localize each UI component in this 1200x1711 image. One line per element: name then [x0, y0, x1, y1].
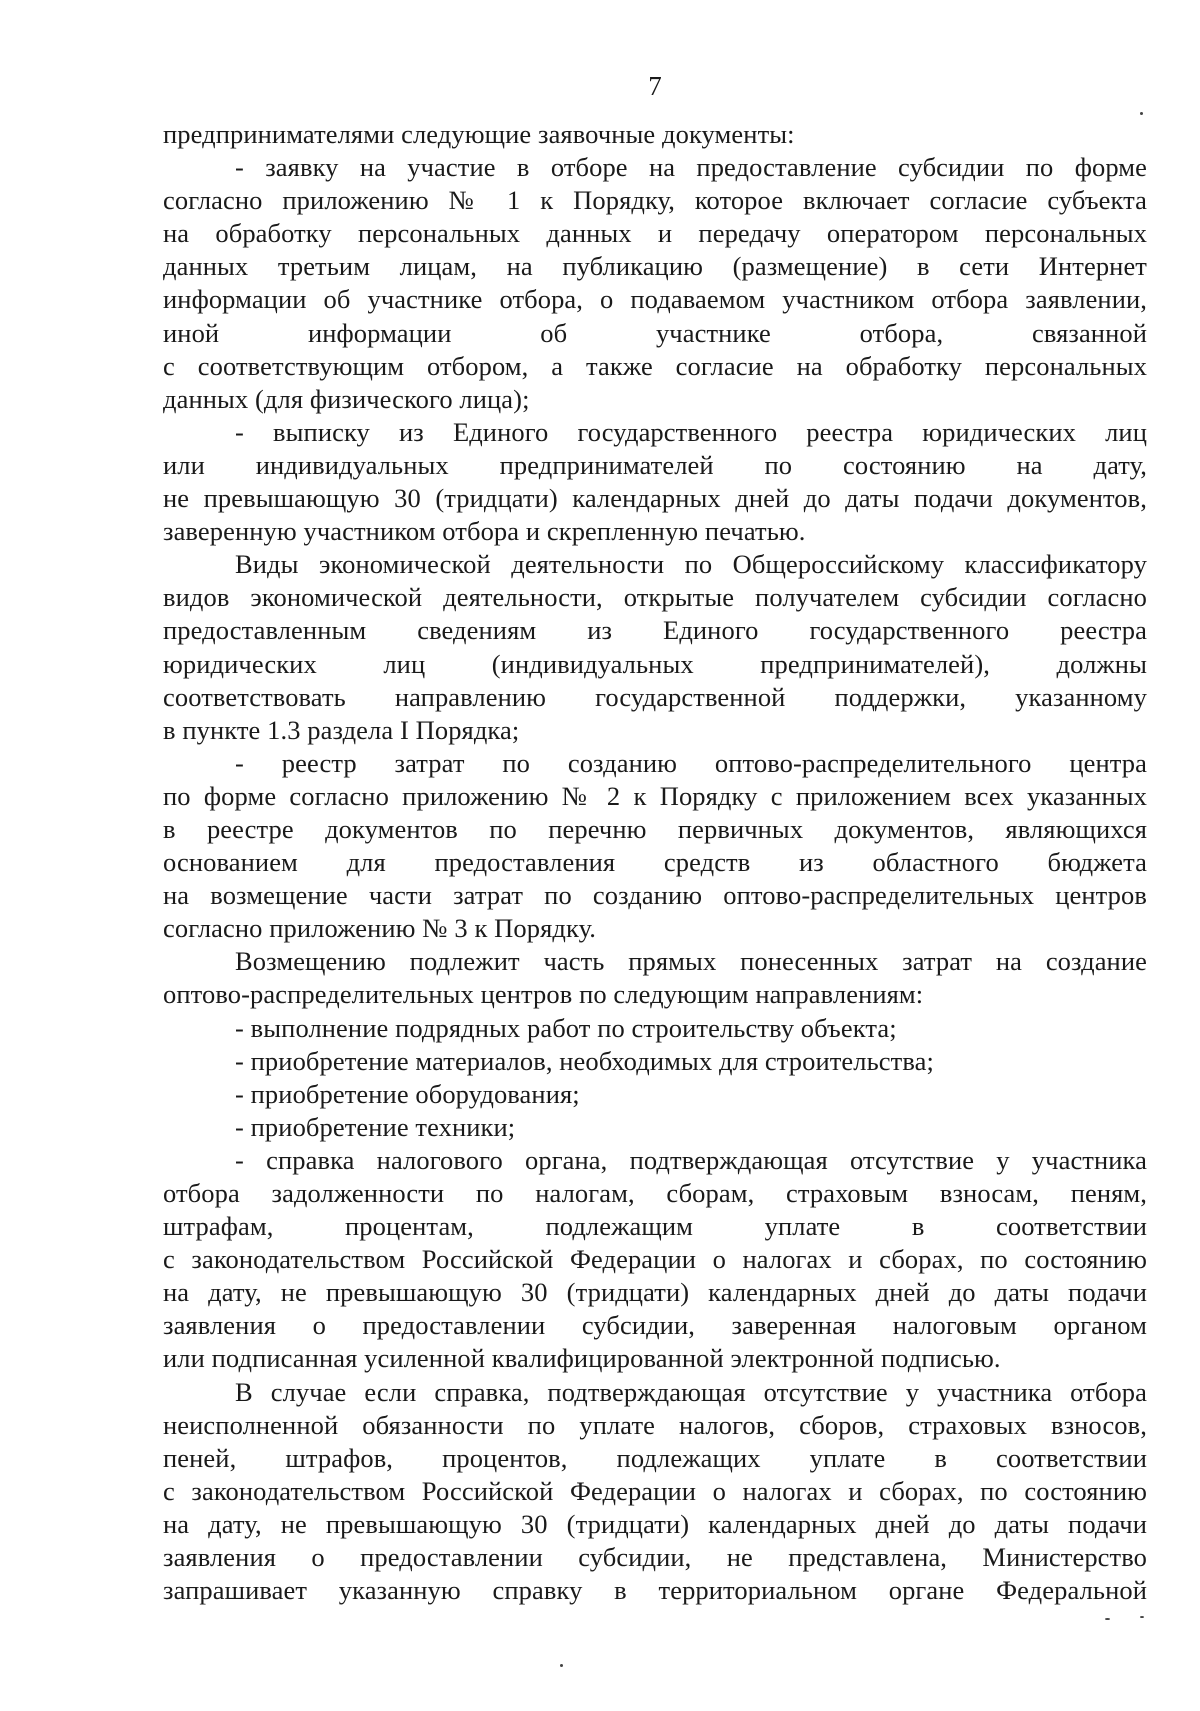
text-line: - приобретение оборудования;	[235, 1078, 580, 1109]
text-line: заявления о предоставлении субсидии, не представлена, Министерство	[163, 1542, 1147, 1573]
text-line: - приобретение техники;	[235, 1111, 516, 1142]
text-line: видов экономической деятельности, открытые получателем субсидии согласно	[163, 582, 1147, 613]
text-line: основанием для предоставления средств из областного бюджета	[163, 847, 1147, 878]
text-line: на обработку персональных данных и передачу оператором персональных	[163, 218, 1147, 249]
text-line: иной информации об участнике отбора, связанной	[163, 317, 1147, 348]
text-line: согласно приложению № 3 к Порядку.	[163, 913, 596, 944]
page-number: 7	[648, 71, 662, 101]
text-line: пеней, штрафов, процентов, подлежащих уплате в соответствии	[163, 1442, 1147, 1473]
text-line: по форме согласно приложению № 2 к Порядку с приложением всех указанных	[163, 780, 1147, 811]
text-line: с соответствующим отбором, а также согласие на обработку персональных	[163, 350, 1147, 381]
text-line: с законодательством Российской Федерации о налогах и сборах, по состоянию	[163, 1244, 1147, 1275]
text-line: на дату, не превышающую 30 (тридцати) календарных дней до даты подачи	[163, 1277, 1147, 1308]
text-line: данных (для физического лица);	[163, 383, 530, 414]
text-line: - приобретение материалов, необходимых для строительства;	[235, 1045, 934, 1076]
scan-speck	[1140, 112, 1143, 115]
text-line: информации об участнике отбора, о подаваемом участником отбора заявлении,	[163, 284, 1147, 315]
text-line: заявления о предоставлении субсидии, заверенная налоговым органом	[163, 1310, 1147, 1341]
text-line: Виды экономической деятельности по Общероссийскому классификатору	[235, 549, 1147, 580]
text-line: оптово-распределительных центров по следующим направлениям:	[163, 979, 924, 1010]
text-line: предоставленным сведениям из Единого государственного реестра	[163, 615, 1147, 646]
text-line: юридических лиц (индивидуальных предпринимателей), должны	[163, 648, 1147, 679]
text-line: на возмещение части затрат по созданию оптово-распределительных центров	[163, 880, 1147, 911]
text-line: - справка налогового органа, подтверждающая отсутствие у участника	[235, 1144, 1147, 1175]
text-line: - заявку на участие в отборе на предоставление субсидии по форме	[235, 152, 1147, 183]
text-line: отбора задолженности по налогам, сборам, страховым взносам, пеням,	[163, 1178, 1147, 1208]
text-line: предпринимателями следующие заявочные документы:	[163, 119, 795, 149]
text-line: в реестре документов по перечню первичных документов, являющихся	[163, 813, 1147, 844]
text-line: на дату, не превышающую 30 (тридцати) календарных дней до даты подачи	[163, 1508, 1147, 1539]
text-line: - выполнение подрядных работ по строительству объекта;	[235, 1012, 897, 1043]
text-line: - реестр затрат по созданию оптово-распределительного центра	[235, 747, 1147, 778]
scan-speck	[560, 1664, 563, 1667]
scan-speck	[1105, 1618, 1110, 1620]
text-line: В случае если справка, подтверждающая отсутствие у участника отбора	[235, 1376, 1147, 1407]
text-line: согласно приложению № 1 к Порядку, которое включает согласие субъекта	[163, 185, 1147, 216]
text-line: заверенную участником отбора и скрепленную печатью.	[163, 516, 806, 547]
text-line: или индивидуальных предпринимателей по состоянию на дату,	[163, 449, 1147, 480]
text-line: в пункте 1.3 раздела I Порядка;	[163, 714, 520, 745]
text-line: данных третьим лицам, на публикацию (размещение) в сети Интернет	[163, 251, 1147, 282]
text-line: с законодательством Российской Федерации о налогах и сборах, по состоянию	[163, 1475, 1147, 1506]
text-line: - выписку из Единого государственного реестра юридических лиц	[235, 416, 1147, 447]
text-line: штрафам, процентам, подлежащим уплате в соответствии	[163, 1211, 1147, 1242]
text-line: неисполненной обязанности по уплате налогов, сборов, страховых взносов,	[163, 1409, 1147, 1440]
text-line: или подписанная усиленной квалифицированной электронной подписью.	[163, 1343, 1001, 1374]
text-line: Возмещению подлежит часть прямых понесенных затрат на создание	[235, 946, 1147, 977]
text-line: запрашивает указанную справку в территориальном органе Федеральной	[163, 1575, 1147, 1606]
scan-speck	[1140, 1616, 1144, 1618]
text-line: не превышающую 30 (тридцати) календарных дней до даты подачи документов,	[163, 483, 1147, 514]
document-body	[163, 118, 1147, 1607]
text-line: соответствовать направлению государственной поддержки, указанному	[163, 681, 1147, 712]
